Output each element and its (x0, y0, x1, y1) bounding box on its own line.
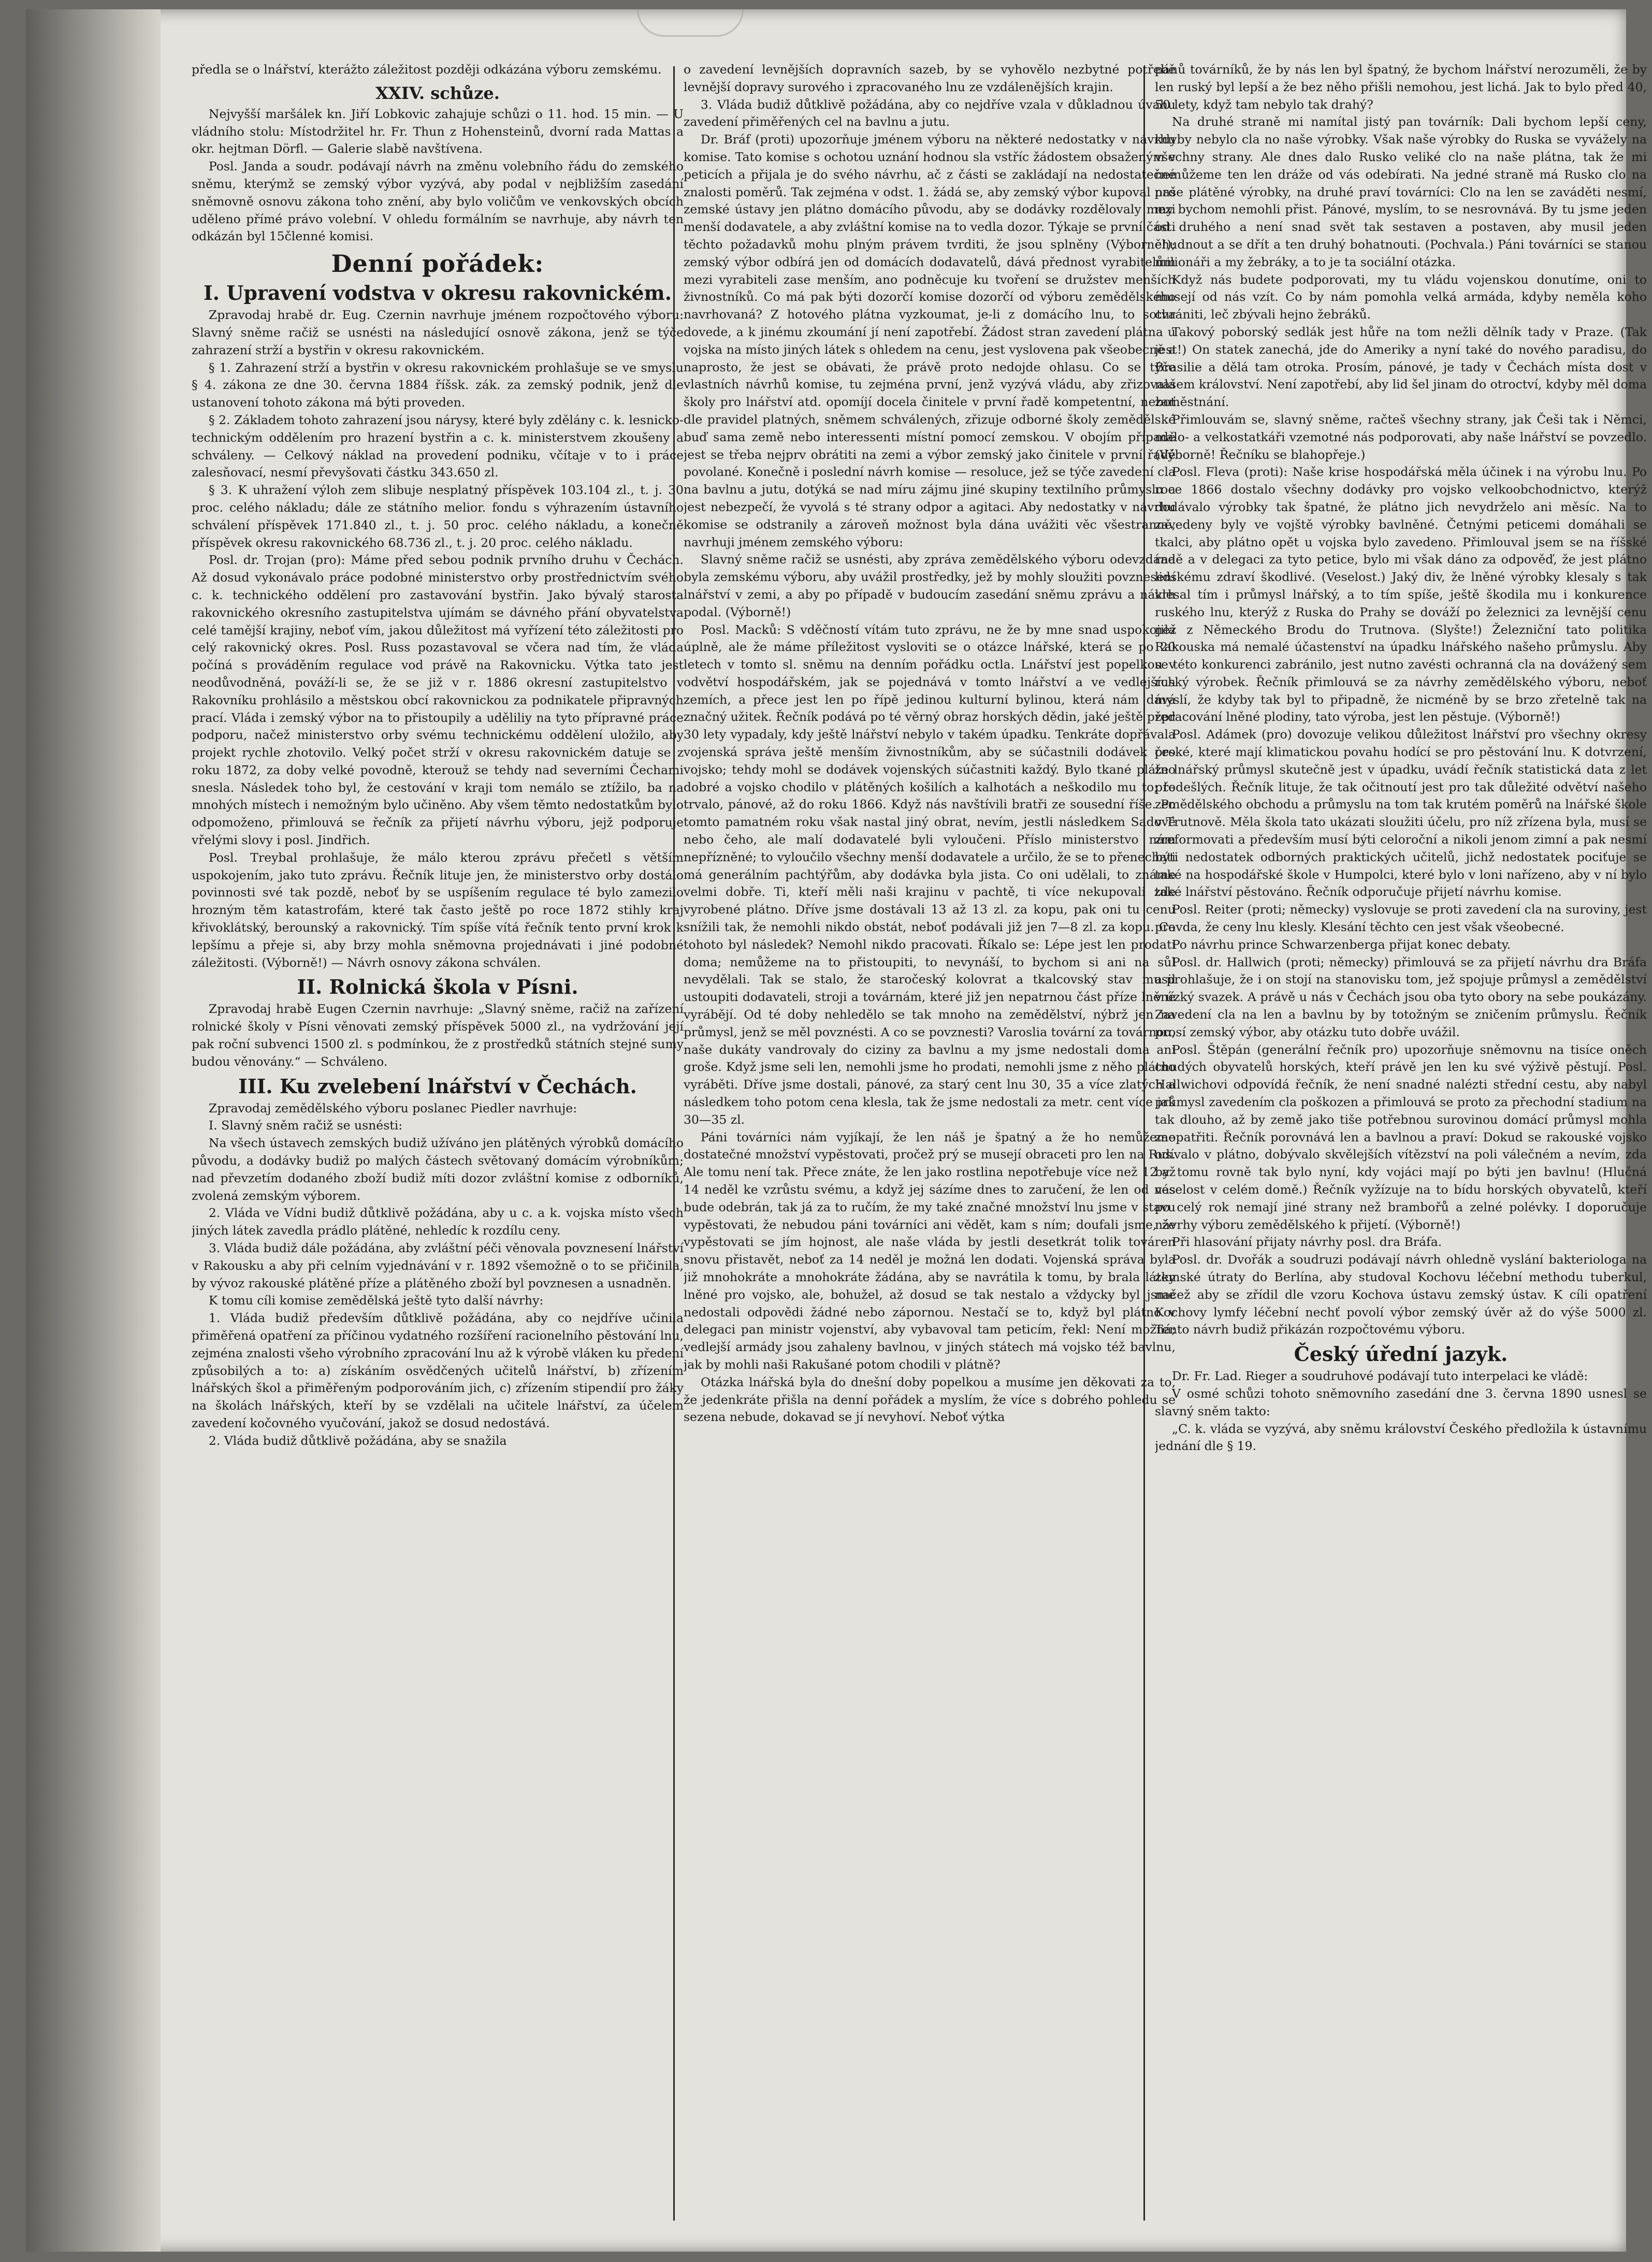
paragraph: Posl. Janda a soudr. podávají návrh na změnu volebního řádu do zemského sněmu, kterýmž se zemský výbor vyzývá, aby podal v nejbližším zasedání sněmovně osnovu zákona toho znění, aby bylo voličům ve venkovských obcích uděleno přímé právo volební. V ohledu formálním se navrhuje, aby návrh ten odkázán byl 15členné komisi. (192, 159, 684, 244)
section-heading: I. Upravení vodstva v okresu rakovnickém. (204, 281, 672, 305)
paragraph: o zavedení levnějších dopravních sazeb, by se vyhovělo nezbytné potřebě levnější dopravy surového i zpracovaného lnu ze vzdálenějších krajin. (684, 62, 1176, 94)
text-column-1 (192, 61, 684, 2236)
section-heading: XXIV. schůze. (375, 83, 500, 103)
paragraph: Páni továrníci nám vyjíkají, že len náš je špatný a že ho nemůžeme dostatečné množství vypěstovati, pročež prý se musejí obraceti pro len na Rus. Ale tomu není tak. Přece znáte, že len jako rostlina nepotřebuje více než 12 až 14 neděl ke vzrůstu svému, a když jej sázíme dnes to zaručení, že len od nás bude odebrán, tak já za to ručím, že my také značné množství lnu jsme v stavu vypěstovati, že nebudou páni továrníci ani vědět, kam s ním; doufali jsme, že vypěstovati se jím hojnost, ale naše vláda by jestli desetkrát tolik továren snovu přistavět, neboť za 14 neděl je možná len dodati. Vojenská správa byla již mnohokráte a mnohokráte žádána, aby se navrátila k tomu, by brala látky lněné pro vojsko, ale, bohužel, až dosud se tak nestalo a vždycky byl jsme nedostali odpovědi žádné nebo zápornou. Nestačí se to, když byl plátno v delegaci pan ministr vojenství, aby vybavoval tam peticím, řekl: Není možná; vedlejší armády jsou zahaleny bavlnou, v jiných státech má vojsko též bavlnu, jak by mohli naši Rakušané potom chodili v plátně? (684, 1129, 1176, 1372)
text-column-2 (684, 61, 1176, 2236)
paragraph: 2. Vláda ve Vídni budiž důtklivě požádána, aby u c. a k. vojska místo všech jiných látek zavedla prádlo plátěné, nehledíc k rozdílu ceny. (192, 1206, 684, 1238)
paragraph: 2. Vláda budiž důtklivě požádána, aby se snažila (208, 1433, 507, 1448)
paragraph: předla se o lnářství, kterážto záležitost později odkázána výboru zemskému. (192, 62, 662, 77)
text-column-3 (1155, 61, 1647, 2236)
paragraph: Zpravodaj zemědělského výboru poslanec Piedler navrhuje: (208, 1100, 577, 1115)
paragraph: Přimlouvám se, slavný sněme, račteš všechny strany, jak Češi tak i Němci, malo- a velkostatkáři vzemotné nás podporovati, aby naše lnářství se povzedlo. (Výborně! Řečníku se blahopřeje.) (1155, 412, 1647, 462)
paragraph: § 3. K uhražení výloh zem slibuje nesplatný příspěvek 103.104 zl., t. j. 30 proc. celého nákladu; dále ze státního melior. fondu s výhrazením ústavního schválení příspěvek 171.840 zl., t. j. 50 proc. celého nákladu, a konečně příspěvek okresu rakovnického 68.736 zl., t. j. 20 proc. celého nákladu. (192, 483, 684, 550)
paragraph: Posl. Fleva (proti): Naše krise hospodářská měla účinek i na výrobu lnu. Po roce 1866 dostalo všechny dodávky pro vojsko velkoobchodnictvo, kterýž dodávalo výrobky tak špatné, že plátno jich nevydrželo ani měsíc. Na to zavedeny byly ve vojště výrobky bavlněné. Četnými peticemi domáhali se tkalci, aby plátno opět u vojska bylo zavedeno. Přimlouval jsem se na říšské radě a v delegaci za tyto petice, bylo mi však dáno za odpověď, že jest plátno lidskému zdraví škodlivé. (Veselost.) Jaký div, že lněné výrobky klesaly s tak klesal tím i průmysl lnářský, a to tím spíše, ještě škodila mu i konkurence ruského lnu, kterýž z Ruska do Prahy se dováží po železnici za levnější cenu než z Německého Brodu do Trutnova. (Slyšte!) Železniční tato politika Rakouska má nemalé účastenství na úpadku lnářského našeho průmyslu. Aby se této konkurenci zabránilo, jest nutno zavésti ochranná cla na dovážený sem ruský výrobek. Řečník přimlouvá se za návrhy zemědělského výboru, neboť myslí, že kdyby tak byl to připadně, že nicméně by se brzo zřetelně tak na zpracování lněné plodiny, tato výroba, jest len pěstuje. (Výborně!) (1155, 465, 1647, 724)
paragraph: Když nás budete podporovati, my tu vládu vojenskou donutíme, oni to musejí od nás vzít. Co by nám pomohla velká armáda, kdyby neměla koho chrániti, leč zbývali hejno žebráků. (1155, 272, 1647, 322)
paragraph: Posl. Reiter (proti; německy) vyslovuje se proti zavedení cla na suroviny, jest pravda, že ceny lnu klesly. Klesání těchto cen jest však všeobecné. (1155, 902, 1647, 935)
paragraph: Posl. Macků: S vděčností vítám tuto zprávu, ne že by mne snad uspokojila úplně, ale že máme příležitost vysloviti se o otázce lnářské, která se po 20 letech v tomto sl. sněmu na denním pořádku octla. Lnářství jest popelkou v odvětví hospodářském, jak se pojednává v tomto lnářství a ve vedlejších zemích, a přece jest len po řípě jedinou kulturní bylinou, která nám dává značný užitek. Řečník podává po té věrný obraz horských dědin, jaké ještě před 30 lety vypadaly, kdy ještě lnářství nebylo v takém úpadku. Tenkráte dopřávala vojenská správa ještě menším živnostníkům, aby se súčastnili dodávek pro vojsko; tehdy mohl se dodávek vojenských súčastniti každý. Bylo tkané plátno dobré a vojsko chodilo v plátěných košilích a kalhotách a neškodilo mu to; to trvalo, pánové, až do roku 1866. Když nás navštívili bratři ze sousední říše. Po tomto pamatném roku však nastal jiný obrat, nevím, jestli následkem Sadové nebo čeho, ale malí dodavatelé byli vyloučeni. Příslo ministerstvo nám nepřízněné; to vyloučilo všechny menší dodavatele a určilo, že se to přenechati má generálním pachtýřům, aby dodávka byla jista. Co oni udělali, to známe velmi dobře. Ti, kteří měli naši krajinu v pachtě, ti více nekupovali zde vyrobené plátno. Dříve jsme dostávali 13 až 13 zl. za kopu, pak oni tu cenu snížili tak, že nemohli nikdo obstát, neboť podávali již jen 7—8 zl. za kopu. Co tohoto byl následek? Nemohl nikdo pracovati. Říkalo se: Lépe jest len prodati doma; nemůžeme na to přistoupiti, to nevynáší, to bychom si ani na sůl nevydělali. Tak se stalo, že staročeský kolovrat a tkalcovský stav musil ustoupiti dodavateli, stroji a továrnám, které již jen nepatrnou část příze lněné vyrábějí. Od té doby nehledělo se tak mnoho na zemědělství, nýbrž jen na průmysl, jenž se měl povznésti. A co se povznesti? Varoslia tovární za továrnou, naše dukáty vandrovaly do ciziny za bavlnu a my jsme nedostali doma ani groše. Když jsme seli len, nemohli jsme ho prodati, nemohli jsme z něho plátno vyráběti. Dříve jsme dostali, pánové, za starý cent lnu 30, 35 a více zlatých a následkem toho potom cena klesla, tak že jsme nedostali za metr. cent více jak 30—35 zl. (684, 622, 1176, 1127)
paragraph: Dr. Bráf (proti) upozorňuje jménem výboru na některé nedostatky v návrhu komise. Tato komise s ochotou uznání hodnou sla vstříc žádostem obsaženým v peticích a přijala je do svého návrhu, ač z části se zakládají na nedostatečné znalosti poměrů. Tak zejména v odst. 1. žádá se, aby zemský výbor kupoval pro zemské ústavy jen plátno domácího původu, aby se dodávky rozdělovaly mezi menší dodavatele, a aby zvláštní komise na to vedla dozor. Týkaje se první části těchto požadavků mohu plným právem tvrditi, že jsou splněny (Výborně!); zemský výbor odbírá jen od domácích dodavatelů, dává přednost vyrabitelům mezi vyrabiteli zase menším, ano podněcuje ku tvoření se družstev menších živnostníků. Co má pak býti dozorčí komise dozorčí od výboru zemědělského navrhovaná? Z hotového plátna vyzkoumat, je-li z domácího lnu, to sotva dovede, a k jinému zkoumání jí není zapotřebí. Žádost stran zavedení plátna u vojska na místo jiných látek s ohledem na cenu, jest vyslovena pak všeobecně a naprosto, že jest se obávati, že právě proto nedojde ohlasu. Co se týče vlastních návrhů komise, tu zejména první, jenž vyzývá vládu, aby zřizovala školy pro lnářství atd. opomíjí docela činitele v první řadě kompetentní, neboť dle pravidel platných, sněmem schválených, zřizuje odborné školy zemědělské buď sama země nebo interessenti místní pomocí zemskou. V obojím případě jest se třeba nejprv obrátiti na zemi a výbor zemský jako činitele v první řadě povolané. Konečně i poslední návrh komise — resoluce, jež se týče zavedení cla na bavlnu a jutu, dotýká se nad míru zájmu jiné skupiny textilního průmyslu a jest nebezpečí, že vyvolá s té strany odpor a agitaci. Aby nedostatky v návrhu komise se odstranily a zároveň možnost byla dána uvážiti věc všestranně, navrhuji jménem zemského výboru: (684, 132, 1176, 549)
paragraph: Při hlasování přijaty návrhy posl. dra Bráfa. (1171, 1235, 1442, 1250)
paragraph: 1. Vláda budiž především důtklivě požádána, aby co nejdříve učinila přiměřená opatření za příčinou vydatného rozšíření racionelního pěstování lnu, zejména znalosti všeho výrobního zpracování lnu až k výrobě vláken ku předení způsobilých a to: a) získáním osvědčených učitelů lnářství, b) zřízením lnářských škol a přiměřeným podporováním jich, c) zřízením stipendií pro žáky na školách lnářských, kteří by se vzdělali na učitele lnářství, za účelem zavedení kočovného vyučování, jakož se dosud nedostává. (192, 1311, 684, 1430)
paragraph: Na všech ústavech zemských budiž užíváno jen plátěných výrobků domácího původu, a dodávky budiž po malých částech světovaný domácím výrobníkům; nad převzetím dodaného zboží budiž míti dozor zvláštní komise z odborníků, zvolená zemským výborem. (192, 1136, 684, 1203)
section-heading: II. Rolnická škola v Písni. (297, 975, 578, 999)
section-heading: Denní pořádek: (331, 250, 544, 278)
paragraph: Takový poborský sedlák jest hůře na tom nežli dělník tady v Praze. (Tak jest!) On statek zanechá, jde do Ameriky a nyní také do nového paradisu, do Brasilie a dělá tam otroka. Prosím, pánové, je tady v Čechách místa dost v našem království. Není zapotřebí, aby lid šel jinam do otroctví, kdyby měl doma zaměstnání. (1155, 324, 1647, 410)
section-heading: Český úřední jazyk. (1294, 1342, 1508, 1366)
paragraph: § 2. Základem tohoto zahrazení jsou nárysy, které byly zdělány c. k. lesnicko-technickým oddělením pro hrazení bystřin a c. k. ministerstvem zkoušeny a schváleny. — Celkový náklad na provedení podniku, včítaje v to i práce zalesňovací, nesmí převyšovati částku 343.650 zl. (192, 412, 684, 480)
paragraph: Posl. dr. Trojan (pro): Máme před sebou podnik prvního druhu v Čechách. Až dosud vykonávalo práce podobné ministerstvo orby prostřednictvím svého c. k. technického oddělení pro zastavování bystřin. Jako bývalý starosta rakovnického okresního zastupitelstva ujímám se dávného přání obyvatelstva celé tamější krajiny, neboť vím, jakou důležitost má vyřízení této záležitosti pro celý rakovnický okres. Posl. Russ pozastavoval se včera nad tím, že vláda počíná s prováděním regulace vod právě na Rakovnicku. Výtka tato jest neodůvodněná, pováží-li se, že se již v r. 1886 okresní zastupitelstvo v Rakovníku prohlásilo a městskou obcí rakovnickou za podnikatele připravných prací. Vláda i zemský výbor na to přistoupily a uděliliy na tyto přípravné práce podporu, načež ministerstvo orby svému technickému oddělení uložilo, aby projekt rychle zhotovilo. Velký počet strží v okresu rakovnickém datuje se z roku 1872, za doby velké povodně, kterouž se tehdy nad severními Čechami snesla. Následek toho byl, že cestování v kraji tom nemálo se ztížilo, ba na mnohých místech i nemožným bylo učiněno. Aby všem těmto nedostatkům bylo odpomoženo, přimlouvá se řečník za přijetí návrhu výboru, jejž podporuje vřelými slovy i posl. Jindřich. (192, 553, 684, 848)
section-heading: III. Ku zvelebení lnářství v Čechách. (238, 1074, 637, 1098)
paragraph: Zpravodaj hrabě dr. Eug. Czernin navrhuje jménem rozpočtového výboru: Slavný sněme račiž se usnésti na následující osnově zákona, jenž se týče zahrazení strží a bystřin v okresu rakovnickém. (192, 308, 684, 357)
newspaper-page (26, 9, 1647, 2252)
paragraph: I. Slavný sněm račiž se usnésti: (208, 1118, 403, 1133)
paragraph: Na druhé straně mi namítal jistý pan továrník: Dali bychom lepší ceny, kdyby nebylo cla no naše výrobky. Však naše výrobky do Ruska se vyvážely na všechny strany. Ale dnes dalo Rusko veliké clo na naše plátna, tak že mi nemůžeme ten len dráže od vás odebírati. Na jedné straně má Rusko clo na naše plátěné výrobky, na druhé praví továrníci: Clo na len se zaváděti nesmí, my bychom nemohli přist. Pánové, myslím, to se nesrovnává. By tu jsme jeden od druhého a není snad svět tak sestaven a postaven, aby musil jeden chudnout a se dřít a ten druhý bohatnouti. (Pochvala.) Páni továrníci se stanou milionáři a my žebráky, a to je ta sociální otázka. (1155, 114, 1647, 269)
paragraph: Nejvyšší maršálek kn. Jiří Lobkovic zahajuje schůzi o 11. hod. 15 min. — U vládního stolu: Místodržitel hr. Fr. Thun z Hohensteinů, dvorní rada Mattas a okr. hejtman Dörfl. — Galerie slabě navštívena. (192, 106, 684, 156)
paragraph: Posl. Adámek (pro) dovozuje velikou důležitost lnářství pro všechny okresy české, které mají klimatickou povahu hodící se pro pěstování lnu. K dotvrzení, že lnářský průmysl skutečně jest v úpadku, uvádí řečník statistická data z let předešlých. Řečník lituje, že tak očitnoutí jest pro tak důležité odvětví našeho zemědělského obchodu a průmyslu na tom tak krutém poměrů na lnářské škole v Trutnově. Měla škola tato ukázati sloužiti účelu, pro níž zřízena byla, musí se zreformovati a především musí býti celoroční a nikoli jenom zimní a pak nesmí býti nedostatek odborných praktických učitelů, jichž nedostatek pociťuje se také na hospodářské škole v Humpolci, které bylo v loni nařízeno, aby v ní bylo také lnářství pěstováno. Řečník odporučuje přijetí návrhu komise. (1155, 727, 1647, 900)
paragraph: Otázka lnářská byla do dnešní doby popelkou a musíme jen děkovati za to, že jedenkráte přišla na denní pořádek a myslím, že více s dobrého pohledu se sezena nebude, dokavad se jí nevyhoví. Neboť výtka (684, 1374, 1176, 1425)
paragraph: Posl. dr. Hallwich (proti; německy) přimlouvá se za přijetí návrhu dra Bráfa a prohlašuje, že i on stojí na stanovisku tom, jež spojuje průmysl a zemědělství v úzký svazek. A právě u nás v Čechách jsou oba tyto obory na sebe poukázány. Zavedení cla na len a bavlnu by by totožným se zničením průmyslu. Řečník prosí zemský výbor, aby otázku tuto dobře uvážil. (1155, 954, 1647, 1039)
paragraph: „C. k. vláda se vyzývá, aby sněmu království Českého předložila k ústavnímu jednání dle § 19. (1155, 1421, 1647, 1454)
paragraph: pánů továrníků, že by nás len byl špatný, že bychom lnářství nerozuměli, že by len ruský byl lepší a že bez něho přišli nemohou, jest lichá. Jak to bylo před 40, 50 lety, když tam nebylo tak drahý? (1155, 62, 1647, 112)
paragraph: V osmé schůzi tohoto sněmovního zasedání dne 3. června 1890 usnesl se slavný sněm takto: (1155, 1386, 1647, 1418)
paragraph: Dr. Fr. Lad. Rieger a soudruhové podávají tuto interpelaci ke vládě: (1171, 1369, 1588, 1384)
paragraph: Posl. Treybal prohlašuje, že málo kterou zprávu přečetl s větším uspokojením, jako tuto zprávu. Řečník lituje jen, že ministerstvo orby dostálo povinnosti své tak pozdě, neboť by se uspíšením regulace té bylo zamezilo hrozným těm katastrofám, které tak často ještě po roce 1872 stihly kraj křivoklátský, berounský a rakovnický. Tím spíše vítá řečník tento první krok k lepšímu a přeje si, aby brzy mohla sněmovna projednávati i jiné podobné záležitosti. (Výborně!) — Návrh osnovy zákona schválen. (192, 850, 684, 970)
page-edge-shadow (26, 9, 161, 2252)
paragraph: Posl. Štěpán (generální řečník pro) upozorňuje sněmovnu na tisíce oněch chudých obyvatelů horských, kteří právě jen len ku své výživě pěstují. Posl. Hallwichovi odpovídá řečník, že není snadné nalézti střední cestu, aby nabyl průmysl zavedením cla poškozen a přimlouvá se proto za přechodní stadium na tak dlouho, až by země jako tiše potřebnou surovinou domácí průmysl mohla zaopatřiti. Řečník porovnává len a bavlnou a praví: Dokud se rakouské vojsko odívalo v plátno, dobývalo skvělejších vítězství na poli válečném a nevím, zda by tomu rovně tak bylo nyní, kdy vojáci mají po býti jen bavlnu! (Hlučná veselost v celém domě.) Řečník vyžízuje na to bídu horských obyvatelů, kteří po celý rok nemají jiné strany než brambořů a zelné polévky. I doporučuje návrhy výboru zemědělského k přijetí. (Výborně!) (1155, 1042, 1647, 1232)
paragraph: Zpravodaj hrabě Eugen Czernin navrhuje: „Slavný sněme, račiž na zařízení rolnické školy v Písni věnovati zemský příspěvek 5000 zl., na vydržování její pak roční subvenci 1500 zl. s podmínkou, že z prostředků státních stejné sumy budou věnovány.“ — Schváleno. (192, 1002, 684, 1069)
paragraph: K tomu cíli komise zemědělská ještě tyto další návrhy: (208, 1293, 544, 1308)
library-stamp-mark (637, 9, 744, 37)
paragraph: Po návrhu prince Schwarzenberga přijat konec debaty. (1171, 937, 1511, 952)
paragraph: 3. Vláda budiž důtklivě požádána, aby co nejdříve vzala v důkladnou úvahu zavedení přiměřených cel na bavlnu a jutu. (684, 97, 1176, 129)
paragraph: Slavný sněme račiž se usnésti, aby zpráva zemědělského výboru odevzdána byla zemskému výboru, aby uvážil prostředky, jež by mohly sloužiti povznesení lnářství v zemi, a aby po případě v budoucím zasedání sněmu zprávu a návrh podal. (Výborně!) (684, 552, 1176, 619)
paragraph: Posl. dr. Dvořák a soudruzi podávají návrh ohledně vyslání bakteriologa na zemské útraty do Berlína, aby studoval Kochovu léčební methodu tuberkul, načež aby se zřídil dle vzoru Kochova ústavu zemský ústav. K cíli opatření Kochovy lymfy léčební nechť povolí výbor zemský úvěr až do výše 5000 zl. Tento návrh budiž přikázán rozpočtovému výboru. (1155, 1252, 1647, 1337)
paragraph: 3. Vláda budiž dále požádána, aby zvláštní péči věnovala povznesení lnářství v Rakousku a aby při celním vyjednávání v r. 1892 všemožně o to se přičinila, by vývoz rakouské plátěné příze a plátěného zboží byl povznesen a usnadněn. (192, 1241, 684, 1291)
paragraph: § 1. Zahrazení strží a bystřin v okresu rakovnickém prohlašuje se ve smyslu § 4. zákona ze dne 30. června 1884 říšsk. zák. za zemský podnik, jenž dle ustanovení tohoto zákona má býti proveden. (192, 360, 684, 410)
